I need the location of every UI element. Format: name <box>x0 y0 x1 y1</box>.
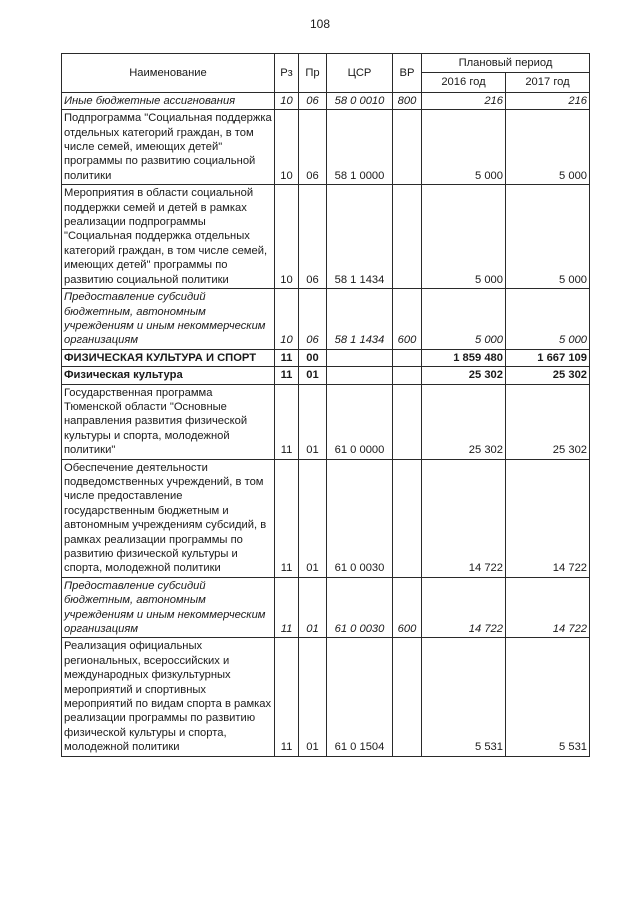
row-vr <box>393 185 422 289</box>
table-row <box>62 577 590 638</box>
row-2016: 5 000 <box>422 289 506 350</box>
row-name: Предоставление субсидий бюджетным, автономным учреждениям и иным некоммерческим организациям <box>62 577 275 638</box>
row-pr: 01 <box>299 367 327 384</box>
row-2016: 25 302 <box>422 384 506 459</box>
row-pr: 06 <box>299 289 327 350</box>
table-row <box>62 384 590 459</box>
row-rz: 11 <box>275 459 299 577</box>
header-pr: Пр <box>299 54 327 93</box>
row-name: Реализация официальных региональных, всероссийских и международных физкультурных мероприятий и спортивных мероприятий по видам спорта в рамках реализации программы по развитию физической культуры и спорта, молодежной политики <box>62 638 275 756</box>
row-csr: 61 0 0000 <box>327 384 393 459</box>
row-csr: 61 0 1504 <box>327 638 393 756</box>
row-vr <box>393 384 422 459</box>
row-2016: 5 000 <box>422 185 506 289</box>
row-rz: 10 <box>275 289 299 350</box>
row-2016: 1 859 480 <box>422 349 506 366</box>
row-2017: 25 302 <box>506 367 590 384</box>
row-rz: 11 <box>275 577 299 638</box>
header-vr: ВР <box>393 54 422 93</box>
header-csr: ЦСР <box>327 54 393 93</box>
table-row <box>62 110 590 185</box>
header-planned-period: Плановый период <box>422 54 590 73</box>
row-2016: 216 <box>422 92 506 109</box>
row-rz: 11 <box>275 638 299 756</box>
header-year-2017: 2017 год <box>506 73 590 92</box>
row-2017: 5 531 <box>506 638 590 756</box>
row-pr: 00 <box>299 349 327 366</box>
row-csr: 61 0 0030 <box>327 577 393 638</box>
row-2016: 14 722 <box>422 459 506 577</box>
row-rz: 11 <box>275 349 299 366</box>
row-2017: 14 722 <box>506 577 590 638</box>
row-csr: 61 0 0030 <box>327 459 393 577</box>
row-pr: 01 <box>299 384 327 459</box>
row-2016: 14 722 <box>422 577 506 638</box>
row-2016: 5 531 <box>422 638 506 756</box>
row-name: Физическая культура <box>62 367 275 384</box>
row-pr: 01 <box>299 638 327 756</box>
row-pr: 01 <box>299 577 327 638</box>
row-rz: 11 <box>275 367 299 384</box>
table-row <box>62 289 590 350</box>
row-vr: 800 <box>393 92 422 109</box>
row-2017: 5 000 <box>506 185 590 289</box>
row-name: Иные бюджетные ассигнования <box>62 92 275 109</box>
row-pr: 06 <box>299 185 327 289</box>
table-row <box>62 638 590 756</box>
row-vr <box>393 367 422 384</box>
row-csr: 58 1 1434 <box>327 289 393 350</box>
row-name: ФИЗИЧЕСКАЯ КУЛЬТУРА И СПОРТ <box>62 349 275 366</box>
header-name: Наименование <box>62 54 275 93</box>
row-2016: 5 000 <box>422 110 506 185</box>
budget-table <box>61 53 590 757</box>
row-name: Подпрограмма "Социальная поддержка отдельных категорий граждан, в том числе семей, имеющих детей" программы по развитию социальной политики <box>62 110 275 185</box>
row-name: Государственная программа Тюменской области "Основные направления развития физической культуры и спорта, молодежной политики" <box>62 384 275 459</box>
row-2017: 216 <box>506 92 590 109</box>
header-year-2016: 2016 год <box>422 73 506 92</box>
row-pr: 01 <box>299 459 327 577</box>
table-row <box>62 349 590 366</box>
row-rz: 10 <box>275 185 299 289</box>
table-row <box>62 185 590 289</box>
row-vr <box>393 459 422 577</box>
header-rz: Рз <box>275 54 299 93</box>
row-pr: 06 <box>299 110 327 185</box>
page-number: 108 <box>309 17 331 31</box>
row-vr: 600 <box>393 577 422 638</box>
table-row <box>62 459 590 577</box>
table-row <box>62 92 590 109</box>
row-rz: 10 <box>275 110 299 185</box>
row-2017: 5 000 <box>506 289 590 350</box>
row-2017: 5 000 <box>506 110 590 185</box>
row-csr: 58 1 1434 <box>327 185 393 289</box>
row-vr: 600 <box>393 289 422 350</box>
table-row <box>62 367 590 384</box>
row-vr <box>393 110 422 185</box>
row-name: Предоставление субсидий бюджетным, автономным учреждениям и иным некоммерческим организациям <box>62 289 275 350</box>
row-name: Мероприятия в области социальной поддержки семей и детей в рамках реализации подпрограммы "Социальная поддержка отдельных категорий граждан, в том числе семей, имеющих детей" программы по развитию социальной политики <box>62 185 275 289</box>
row-2017: 1 667 109 <box>506 349 590 366</box>
row-csr <box>327 367 393 384</box>
row-csr <box>327 349 393 366</box>
row-vr <box>393 638 422 756</box>
row-pr: 06 <box>299 92 327 109</box>
row-2016: 25 302 <box>422 367 506 384</box>
row-2017: 14 722 <box>506 459 590 577</box>
row-csr: 58 1 0000 <box>327 110 393 185</box>
row-name: Обеспечение деятельности подведомственных учреждений, в том числе предоставление государственным бюджетным и автономным учреждениям субсидий, в рамках реализации программы по развитию физической культуры и спорта, молодежной политики <box>62 459 275 577</box>
row-vr <box>393 349 422 366</box>
row-2017: 25 302 <box>506 384 590 459</box>
row-rz: 11 <box>275 384 299 459</box>
row-csr: 58 0 0010 <box>327 92 393 109</box>
row-rz: 10 <box>275 92 299 109</box>
